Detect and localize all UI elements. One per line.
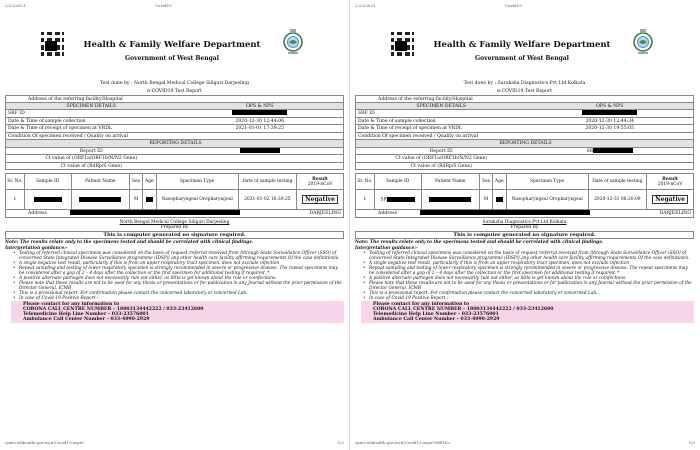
ops-nps-label: OPS & NPS — [596, 103, 624, 109]
report-header — [38, 26, 304, 74]
guidance-item: • Testing of referred clinical specimens was considered on the basis of request /referral received from /through State Surveillance Officer (SSO) of concerned State Integrated Disease Surveillance programme (IDSP)/ any other health care facility affirming requirements Of the case definition/s. — [13, 251, 344, 261]
report-id-row — [355, 148, 694, 156]
srf-id-row — [355, 110, 694, 118]
condition-row — [5, 133, 344, 141]
lab-block — [355, 220, 694, 230]
col-specimen-type: Specimen Type — [156, 174, 238, 190]
note-text: Note: The results relate only to the specimens tested and should be correlated with clinical findings. — [5, 239, 254, 245]
print-date: 2/22/2021 — [355, 3, 376, 8]
col-specimen-type: Specimen Type — [506, 174, 588, 190]
result-badge: Negative — [302, 195, 338, 204]
report-page-right — [350, 0, 700, 450]
west-bengal-emblem-icon — [282, 28, 304, 56]
address-row — [5, 210, 344, 218]
lab-name: North Bengal Medical College Siliguri Darjeeling — [119, 219, 230, 225]
print-title: Covid19 — [155, 3, 172, 8]
no-signature-notice: This is computer generated no signature required. — [355, 231, 694, 239]
results-table — [355, 173, 694, 210]
contact-line: Ambulance Call Center Number – 033-4090-2929 — [373, 317, 500, 323]
col-patient-name: Patient Name — [421, 174, 480, 190]
row-sex: M — [480, 190, 493, 210]
result-badge: Negative — [652, 195, 688, 204]
page-number: 1/2 — [688, 440, 695, 445]
redaction-bar — [79, 197, 121, 202]
row-patient-name — [421, 190, 480, 210]
guidance-item: • Please note that these results are not to be used for any thesis or presentations or for publication in any Journal without the prior permission of the Director General, ICMR — [363, 281, 694, 291]
guidance-item: • Testing of referred clinical specimens was considered on the basis of request /referral received from /through State Surveillance Officer (SSO) of concerned State Integrated Disease Surveillance programme (IDSP)/ any other health care facility affirming requirements Of the case definition/s. — [363, 251, 694, 261]
srf-id-value — [175, 110, 344, 117]
report-id-prefix: SR — [586, 148, 594, 154]
ct2-row — [5, 163, 344, 171]
row-sr: 1 — [356, 190, 375, 210]
ct1-label: Ct value of (ORF1a/ORF1b/N/N2 Gene) — [45, 156, 138, 161]
redaction-bar — [70, 210, 240, 215]
condition-label: Condition Of specimen received / Quality on arrival — [358, 133, 478, 139]
report-id-row — [5, 148, 344, 156]
redaction-bar — [593, 148, 633, 153]
referring-label: Address of the referring facility/Hospital — [378, 97, 473, 102]
result-label: Result — [312, 176, 328, 182]
specimen-details-label: SPECIMEN DETAILS — [416, 103, 467, 109]
collection-label: Date & Time of sample collection — [358, 118, 436, 124]
row-patient-name — [71, 190, 130, 210]
redaction-bar — [582, 110, 637, 115]
col-sample-id: Sample ID — [374, 174, 421, 190]
footer-url: cpms.wbhealth.gov.in/#/Covid19.aspx?SRFID= — [355, 440, 451, 445]
guidance-item: • A single negative test result, particularly if this is from an upper respiratory tract specimen, does not exclude infection — [13, 261, 344, 266]
row-specimen-type: Nasopharyngeal Oropharyngeal — [506, 190, 588, 210]
no-signature-notice: This is computer generated no signature required. — [5, 231, 344, 239]
receipt-value: 2020-12-30 19:55:05 — [585, 126, 635, 131]
col-age: Age — [143, 174, 157, 190]
print-title: Covid19 — [505, 3, 522, 8]
qr-code-icon — [38, 30, 64, 56]
west-bengal-emblem-icon — [632, 28, 654, 56]
contact-line: CORONA CALL CENTRE NUMBER – 18003134442222 / 033-23412600 — [23, 307, 204, 313]
col-sr: Sr. No. — [356, 174, 375, 190]
department-title: Health & Family Welfare Department — [83, 40, 261, 50]
srf-id-label: SRF ID — [8, 111, 25, 116]
print-date: 2/22/2021 — [5, 3, 26, 8]
col-sex: Sex — [130, 174, 143, 190]
results-table — [5, 173, 344, 210]
col-sr: Sr. No. — [6, 174, 25, 190]
result-row — [356, 190, 694, 210]
test-done-by: Test done by : North Bengal Medical College Siliguri Darjeeling — [100, 81, 249, 86]
receipt-row — [5, 125, 344, 133]
print-footer — [5, 440, 344, 448]
redaction-bar — [429, 197, 471, 202]
collection-label: Date & Time of sample collection — [8, 118, 86, 124]
contact-info-box — [11, 301, 344, 323]
ct2-label: Ct value of (RdRp/S Gene) — [60, 163, 122, 169]
print-header — [5, 3, 344, 11]
contact-info-box — [361, 301, 694, 323]
redaction-bar — [420, 210, 590, 215]
report-header — [388, 26, 654, 74]
ct2-label: Ct value of (RdRp/S Gene) — [410, 163, 472, 169]
col-patient-name: Patient Name — [71, 174, 130, 190]
contact-line: Please contact for any information to — [23, 302, 120, 308]
report-id-label: Report ID — [79, 148, 103, 154]
redaction-bar — [146, 197, 153, 202]
reporting-details-header — [355, 140, 694, 148]
collection-value: 2020-12-30 12:44:06 — [235, 118, 285, 124]
lab-block — [5, 220, 344, 230]
result-row — [6, 190, 344, 210]
guidance-item: • In case of Covid-19 Positive Report :- — [13, 296, 344, 301]
row-sex: M — [130, 190, 143, 210]
collection-value: 2020-12-30 12:44:34 — [585, 118, 635, 124]
guidance-item: • A single negative test result, particularly if this is from an upper respiratory tract specimen, does not exclude infection — [363, 261, 694, 266]
guidance-heading: Interpretation guidance:- — [5, 245, 68, 251]
col-result — [297, 174, 344, 190]
department-title: Health & Family Welfare Department — [433, 40, 611, 50]
contact-line: Please contact for any information to — [373, 302, 470, 308]
contact-line: Ambulance Call Center Number – 033-4090-2929 — [23, 317, 150, 323]
condition-row — [355, 133, 694, 141]
guidance-item: • This is a provisional report. For confirmation please contact the concerned laboratory or concerned Lab. — [363, 291, 694, 296]
guidance-item: • In case of Covid-19 Positive Report :- — [363, 296, 694, 301]
collection-row — [5, 118, 344, 126]
specimen-details-header — [355, 103, 694, 111]
redaction-bar — [496, 197, 503, 202]
srf-id-label: SRF ID — [358, 111, 375, 116]
results-header-row — [6, 174, 344, 190]
report-title: n-COVID19 Test Report — [147, 89, 202, 94]
government-title: Government of West Bengal — [125, 55, 219, 62]
ops-nps-label: OPS & NPS — [246, 103, 274, 109]
report-id-value — [525, 148, 694, 155]
ct2-row — [355, 163, 694, 171]
row-sr: 1 — [6, 190, 25, 210]
receipt-value: 2021-01-01 17:39:25 — [235, 126, 285, 131]
row-sample-id — [374, 190, 421, 210]
footer-url: cpms.wbhealth.gov.in/#/Covid19.aspx? — [5, 440, 85, 445]
reporting-details-label: REPORTING DETAILS — [149, 141, 202, 146]
col-sex: Sex — [480, 174, 493, 190]
print-footer — [355, 440, 695, 448]
page-number: 1/2 — [337, 440, 344, 445]
qr-code-icon — [388, 30, 414, 56]
referring-label: Address of the referring facility/Hospital — [28, 97, 123, 102]
result-label: Result — [662, 176, 678, 182]
row-result — [297, 190, 344, 210]
specimen-details-label: SPECIMEN DETAILS — [66, 103, 117, 109]
reporting-details-header — [5, 140, 344, 148]
guidance-item: • A positive alternate pathogen does not necessarily rule out either, as little is yet known about the role or coinfections. — [363, 276, 694, 281]
col-age: Age — [493, 174, 507, 190]
guidance-list — [13, 251, 344, 301]
guidance-item: • Please note that these results are not to be used for any thesis or presentations or for publication in any Journal without the prior permission of the Director General, ICMR — [13, 281, 344, 291]
condition-label: Condition Of specimen received / Quality on arrival — [8, 133, 128, 139]
referring-row — [355, 95, 694, 103]
col-sample-id: Sample ID — [24, 174, 71, 190]
guidance-item: • Repeat sampling and testing of lower respiratory specimen is strongly recommended in severe or progressive disease. The repeat specimens may be considered after a gap of 2 – 4 days after the collection or the first specimen for additional testing if required. * — [13, 266, 344, 276]
redaction-bar — [240, 148, 280, 153]
srf-id-row — [5, 110, 344, 118]
srf-id-value — [525, 110, 694, 117]
ct1-label: Ct value of (ORF1a/ORF1b/N/N2 Gene) — [395, 156, 488, 161]
guidance-item: • This is a provisional report. For confirmation please contact the concerned laboratory or concerned Lab. — [13, 291, 344, 296]
result-sublabel: 2019-nCoV — [657, 181, 683, 187]
address-label: Address — [28, 211, 47, 216]
row-test-date: 2020-12-31 08:20:09 — [588, 190, 647, 210]
print-header — [355, 3, 695, 11]
redaction-bar — [232, 110, 287, 115]
row-result — [647, 190, 694, 210]
receipt-label: Date & Time of receipt of specimen at VRDL — [8, 126, 112, 131]
col-test-date: Date of sample testing — [588, 174, 647, 190]
row-age — [493, 190, 507, 210]
guidance-list — [363, 251, 694, 301]
guidance-item: • Repeat sampling and testing of lower respiratory specimen is strongly recommended in severe or progressive disease. The repeat specimens may be considered after a gap of 2 – 4 days after the collection or the first specimen for additional testing if required. * — [363, 266, 694, 276]
contact-line: Telemedicine Help Line Number – 033-23576001 — [23, 312, 149, 318]
results-header-row — [356, 174, 694, 190]
result-sublabel: 2019-nCoV — [307, 181, 333, 187]
address-row — [355, 210, 694, 218]
col-result — [647, 174, 694, 190]
row-specimen-type: Nasopharyngeal Oropharyngeal — [156, 190, 238, 210]
report-body — [5, 80, 344, 323]
address-value: DARJEELING — [659, 211, 691, 216]
report-id-label: Report ID — [429, 148, 453, 154]
prepared-by: Prepared By — [510, 224, 539, 230]
address-label: Address — [378, 211, 397, 216]
prepared-by: Prepared By — [160, 224, 189, 230]
report-title: n-COVID19 Test Report — [497, 89, 552, 94]
ct1-row — [355, 155, 694, 163]
receipt-label: Date & Time of receipt of specimen at VRDL — [358, 126, 462, 131]
guidance-item: • A positive alternate pathogen does not necessarily rule out either, as little is yet known about the role or coinfections. — [13, 276, 344, 281]
report-body — [355, 80, 694, 323]
government-title: Government of West Bengal — [475, 55, 569, 62]
test-done-by: Test done by : Suraksha Diagnostics Pvt Ltd Kolkata — [463, 81, 586, 86]
report-id-value — [175, 148, 344, 155]
contact-line: Telemedicine Help Line Number – 033-23576001 — [373, 312, 499, 318]
redaction-bar — [387, 197, 415, 202]
note-text: Note: The results relate only to the specimens tested and should be correlated with clinical findings. — [355, 239, 604, 245]
receipt-row — [355, 125, 694, 133]
sample-id-prefix: SR — [380, 197, 387, 203]
address-value: DARJEELING — [309, 211, 341, 216]
col-test-date: Date of sample testing — [238, 174, 297, 190]
row-test-date: 2021-01-02 16:39:25 — [238, 190, 297, 210]
collection-row — [355, 118, 694, 126]
redaction-bar — [34, 197, 62, 202]
lab-name: Suraksha Diagnostics Pvt Ltd Kolkata — [482, 219, 567, 225]
contact-line: CORONA CALL CENTRE NUMBER – 18003134442222 / 033-23412600 — [373, 307, 554, 313]
guidance-heading: Interpretation guidance:- — [355, 245, 418, 251]
row-age — [143, 190, 157, 210]
specimen-details-header — [5, 103, 344, 111]
ct1-row — [5, 155, 344, 163]
referring-row — [5, 95, 344, 103]
row-sample-id — [24, 190, 71, 210]
reporting-details-label: REPORTING DETAILS — [499, 141, 552, 146]
